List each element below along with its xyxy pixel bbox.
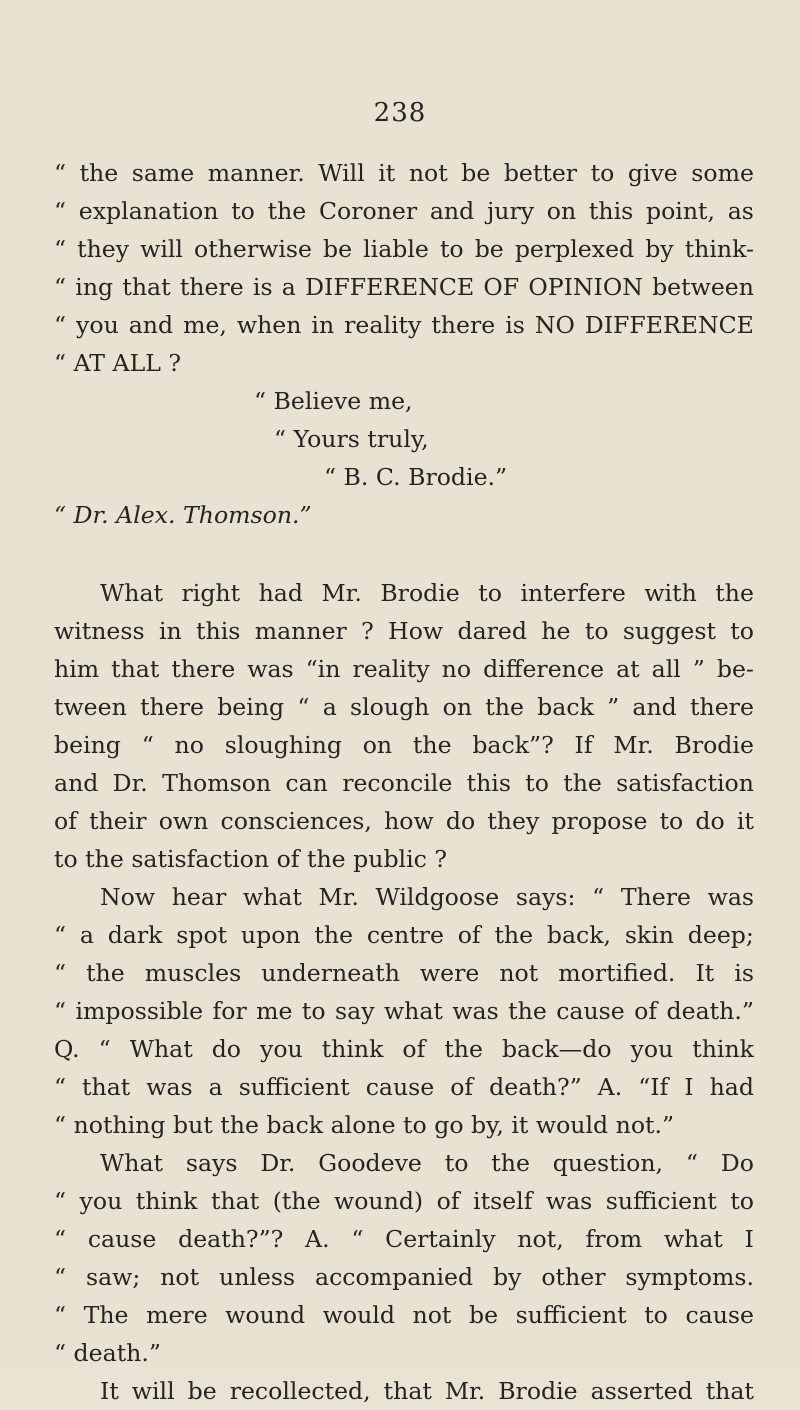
word: on [362, 731, 393, 759]
word: says: [515, 883, 576, 911]
word: Wildgoose [375, 883, 500, 911]
letter-line [54, 230, 754, 268]
word: what [242, 883, 302, 911]
word: “ [54, 921, 67, 949]
word: of [402, 1035, 426, 1063]
word: Will [318, 159, 365, 187]
word: of [634, 997, 658, 1025]
word: say [335, 997, 375, 1025]
word: would [322, 1301, 395, 1329]
word: be- [716, 655, 754, 683]
word: There [620, 883, 691, 911]
word: the [444, 1035, 483, 1063]
word: propose [551, 807, 648, 835]
word: wound [225, 1301, 306, 1329]
word: satisfaction [616, 769, 754, 797]
body-line [54, 992, 754, 1030]
word: with [644, 579, 697, 607]
word: “ [54, 311, 67, 339]
word: by [645, 235, 674, 263]
word: think [135, 1187, 198, 1215]
word: do [445, 807, 476, 835]
word: be [468, 1301, 499, 1329]
word: at [616, 655, 640, 683]
word: is [734, 959, 754, 987]
word: there [140, 693, 204, 721]
word: reconcile [342, 769, 453, 797]
word: perplexed [514, 235, 635, 263]
word: “ [54, 1263, 67, 1291]
word: cause [685, 1301, 754, 1329]
paragraph-gap [54, 534, 754, 574]
word: to [231, 197, 255, 225]
word: of [436, 1187, 460, 1215]
word: “ [54, 235, 67, 263]
word: DIFFERENCE [584, 311, 754, 339]
word: to [730, 617, 754, 645]
word: by [493, 1263, 522, 1291]
word: mere [146, 1301, 208, 1329]
body-line: “ nothing but the back alone to go by, it would not.” [54, 1111, 675, 1139]
word: the [494, 921, 534, 949]
body-line [54, 726, 754, 764]
word: consciences, [220, 807, 372, 835]
word: “ [54, 959, 67, 987]
word: that [705, 1377, 754, 1405]
word: dark [107, 921, 163, 949]
word: Certainly [385, 1225, 496, 1253]
word: there [690, 693, 754, 721]
word: (the [272, 1187, 321, 1215]
body-line [54, 650, 754, 688]
letter-line [54, 192, 754, 230]
word: is [505, 311, 525, 339]
word: the [485, 693, 524, 721]
word: “If [638, 1073, 669, 1101]
word: Goodeve [318, 1149, 422, 1177]
word: What [100, 1149, 163, 1177]
word: “ [54, 1301, 67, 1329]
letter-line [54, 268, 754, 306]
word: was [146, 1073, 193, 1101]
word: “ [297, 693, 310, 721]
word: sloughing [224, 731, 342, 759]
word: “ [98, 1035, 111, 1063]
word: ing [75, 273, 114, 301]
word: mortified. [558, 959, 676, 987]
word: Brodie [674, 731, 754, 759]
word: to [584, 617, 609, 645]
word: “ [54, 997, 67, 1025]
word: underneath [261, 959, 400, 987]
word: sufficient [605, 1187, 717, 1215]
word: as [727, 197, 754, 225]
word: to [525, 769, 549, 797]
word: that [111, 655, 160, 683]
word: “ [54, 197, 67, 225]
body-line [54, 916, 754, 954]
word: being [217, 693, 285, 721]
word: It [100, 1377, 119, 1405]
word: saw; [85, 1263, 141, 1291]
word: the [508, 997, 547, 1025]
word: recollected, [229, 1377, 371, 1405]
word: this [466, 769, 511, 797]
word: manner. [207, 159, 305, 187]
word: Mr. [444, 1377, 486, 1405]
word: think [692, 1035, 754, 1063]
word: to [439, 235, 464, 263]
word: him [54, 655, 100, 683]
word: you [79, 1187, 123, 1215]
word: me, [183, 311, 227, 339]
word: he [541, 617, 571, 645]
body-line [54, 574, 754, 612]
word: other [541, 1263, 606, 1291]
word: be [187, 1377, 217, 1405]
word: It [695, 959, 715, 987]
word: be [323, 235, 353, 263]
word: all [651, 655, 681, 683]
word: a [281, 273, 296, 301]
word: back, [546, 921, 612, 949]
body-line [54, 878, 754, 916]
word: What [100, 579, 163, 607]
word: How [388, 617, 444, 645]
word: of [54, 807, 77, 835]
word: “ [54, 1073, 67, 1101]
body-line [54, 802, 754, 840]
text-block [54, 154, 754, 1410]
word: on [546, 197, 577, 225]
word: death?” [489, 1073, 582, 1101]
word: Mr. [318, 883, 359, 911]
word: Q. [54, 1035, 80, 1063]
word: manner [254, 617, 347, 645]
word: from [585, 1225, 643, 1253]
word: cause [87, 1225, 157, 1253]
word: of [450, 1073, 474, 1101]
word: OF [483, 273, 520, 301]
word: back”? [472, 731, 554, 759]
word: suggest [622, 617, 716, 645]
word: I [744, 1225, 754, 1253]
word: back—do [501, 1035, 612, 1063]
word: Mr. [321, 579, 362, 607]
word: difference [483, 655, 605, 683]
word: not [499, 959, 539, 987]
word: “ [685, 1149, 698, 1177]
word: the [79, 159, 119, 187]
word: to [301, 997, 326, 1025]
word: they [487, 807, 540, 835]
body-line [54, 688, 754, 726]
word: the [563, 769, 602, 797]
word: ” [607, 693, 620, 721]
word: dared [457, 617, 527, 645]
word: can [285, 769, 328, 797]
word: “ [54, 1187, 67, 1215]
word: and [429, 197, 475, 225]
word: upon [240, 921, 301, 949]
word: was [707, 883, 754, 911]
word: there [431, 311, 496, 339]
word: no [174, 731, 204, 759]
word: to [659, 807, 684, 835]
word: Now [100, 883, 156, 911]
word: they [77, 235, 130, 263]
word: some [691, 159, 754, 187]
letter-signature: “ B. C. Brodie.” [324, 463, 508, 491]
word: was [545, 1187, 593, 1215]
word: do [695, 807, 725, 835]
word: unless [219, 1263, 296, 1291]
body-line [54, 1296, 754, 1334]
word: of [457, 921, 481, 949]
word: muscles [144, 959, 242, 987]
word: question, [552, 1149, 664, 1177]
word: being [54, 731, 121, 759]
body-line [54, 764, 754, 802]
word: give [627, 159, 678, 187]
word: hear [171, 883, 227, 911]
word: right [181, 579, 241, 607]
word: A. [305, 1225, 330, 1253]
word: that [210, 1187, 260, 1215]
word: that [383, 1377, 432, 1405]
word: no [441, 655, 472, 683]
word: to [478, 579, 502, 607]
word: back [537, 693, 594, 721]
word: tween [54, 693, 127, 721]
word: The [83, 1301, 129, 1329]
letter-closing: “ Believe me, [254, 387, 413, 415]
word: “ [351, 1225, 364, 1253]
body-line [54, 612, 754, 650]
word: Dr. [112, 769, 148, 797]
body-line [54, 1068, 754, 1106]
word: there [179, 273, 244, 301]
word: deep; [687, 921, 754, 949]
word: that [122, 273, 171, 301]
word: What [129, 1035, 193, 1063]
word: not [160, 1263, 200, 1291]
word: same [131, 159, 195, 187]
word: were [419, 959, 480, 987]
word: in [158, 617, 182, 645]
body-line [54, 1182, 754, 1220]
word: “ [141, 731, 154, 759]
word: Brodie [498, 1377, 578, 1405]
word: think- [684, 235, 754, 263]
word: will [131, 1377, 175, 1405]
word: death?”? [178, 1225, 284, 1253]
word: spot [176, 921, 228, 949]
word: the [267, 197, 307, 225]
word: be [474, 235, 504, 263]
word: itself [473, 1187, 533, 1215]
word: reality [352, 655, 430, 683]
word: I [684, 1073, 694, 1101]
word: was [452, 997, 499, 1025]
word: to [444, 1149, 469, 1177]
body-line [54, 1258, 754, 1296]
word: what [663, 1225, 723, 1253]
word: not [412, 1301, 452, 1329]
word: me [256, 997, 293, 1025]
word: for [212, 997, 247, 1025]
word: accompanied [315, 1263, 474, 1291]
word: Thomson [162, 769, 272, 797]
word: between [652, 273, 754, 301]
word: cause [365, 1073, 435, 1101]
word: a [208, 1073, 223, 1101]
word: wound) [334, 1187, 424, 1215]
word: not, [517, 1225, 564, 1253]
word: you [76, 311, 119, 339]
word: this [588, 197, 634, 225]
word: do [211, 1035, 241, 1063]
word: what [383, 997, 443, 1025]
word: jury [486, 197, 535, 225]
word: there [171, 655, 236, 683]
page-number: 238 [373, 98, 427, 128]
word: you [630, 1035, 674, 1063]
letter-closing-2: “ Yours truly, [274, 425, 429, 453]
word: A. [597, 1073, 623, 1101]
word: had [709, 1073, 754, 1101]
word: skin [624, 921, 674, 949]
word: own [158, 807, 209, 835]
word: not [408, 159, 448, 187]
word: a [79, 921, 94, 949]
word: OPINION [528, 273, 643, 301]
word: slough [350, 693, 430, 721]
word: “ [54, 159, 67, 187]
word: death.” [666, 997, 754, 1025]
word: to [644, 1301, 668, 1329]
word: the [715, 579, 754, 607]
word: ? [361, 617, 374, 645]
body-line [54, 1220, 754, 1258]
word: reality [344, 311, 422, 339]
word: a [322, 693, 337, 721]
word: explanation [78, 197, 219, 225]
word: and [632, 693, 677, 721]
body-line [54, 1372, 754, 1410]
word: sufficient [238, 1073, 350, 1101]
word: liable [363, 235, 429, 263]
word: to [730, 1187, 754, 1215]
word: Coroner [318, 197, 418, 225]
word: and [54, 769, 99, 797]
word: NO [534, 311, 575, 339]
letter-line: “ AT ALL ? [54, 349, 182, 377]
word: Brodie [380, 579, 460, 607]
word: Do [720, 1149, 754, 1177]
word: is [252, 273, 273, 301]
word: otherwise [194, 235, 312, 263]
word: the [86, 959, 125, 987]
word: and [128, 311, 174, 339]
body-line [54, 1030, 754, 1068]
body-line: to the satisfaction of the public ? [54, 845, 448, 873]
word: will [140, 235, 183, 263]
word: says [185, 1149, 238, 1177]
body-line [54, 1144, 754, 1182]
letter-line [54, 306, 754, 344]
word: “ [54, 273, 67, 301]
letter-line [54, 154, 754, 192]
word: the [412, 731, 452, 759]
body-line: “ death.” [54, 1339, 161, 1367]
word: “ [54, 1225, 67, 1253]
word: sufficient [515, 1301, 627, 1329]
word: their [89, 807, 147, 835]
word: If [574, 731, 593, 759]
word: ” [692, 655, 705, 683]
word: was [247, 655, 294, 683]
word: Dr. [260, 1149, 296, 1177]
letter-addressee: “ Dr. Alex. Thomson.” [54, 501, 312, 529]
word: “in [305, 655, 341, 683]
word: the [314, 921, 354, 949]
word: this [196, 617, 241, 645]
word: point, [645, 197, 716, 225]
word: when [236, 311, 302, 339]
word: asserted [590, 1377, 693, 1405]
word: symptoms. [625, 1263, 754, 1291]
word: in [311, 311, 335, 339]
word: DIFFERENCE [305, 273, 475, 301]
word: be [461, 159, 491, 187]
word: to [590, 159, 615, 187]
word: think [321, 1035, 384, 1063]
word: “ [592, 883, 605, 911]
word: had [258, 579, 303, 607]
word: it [378, 159, 396, 187]
body-line [54, 954, 754, 992]
word: how [384, 807, 434, 835]
word: impossible [75, 997, 204, 1025]
word: witness [54, 617, 145, 645]
word: you [259, 1035, 303, 1063]
word: the [491, 1149, 530, 1177]
word: centre [366, 921, 444, 949]
word: it [736, 807, 754, 835]
word: on [442, 693, 473, 721]
word: Mr. [613, 731, 654, 759]
word: better [503, 159, 578, 187]
word: interfere [520, 579, 626, 607]
word: that [82, 1073, 131, 1101]
word: cause [556, 997, 625, 1025]
